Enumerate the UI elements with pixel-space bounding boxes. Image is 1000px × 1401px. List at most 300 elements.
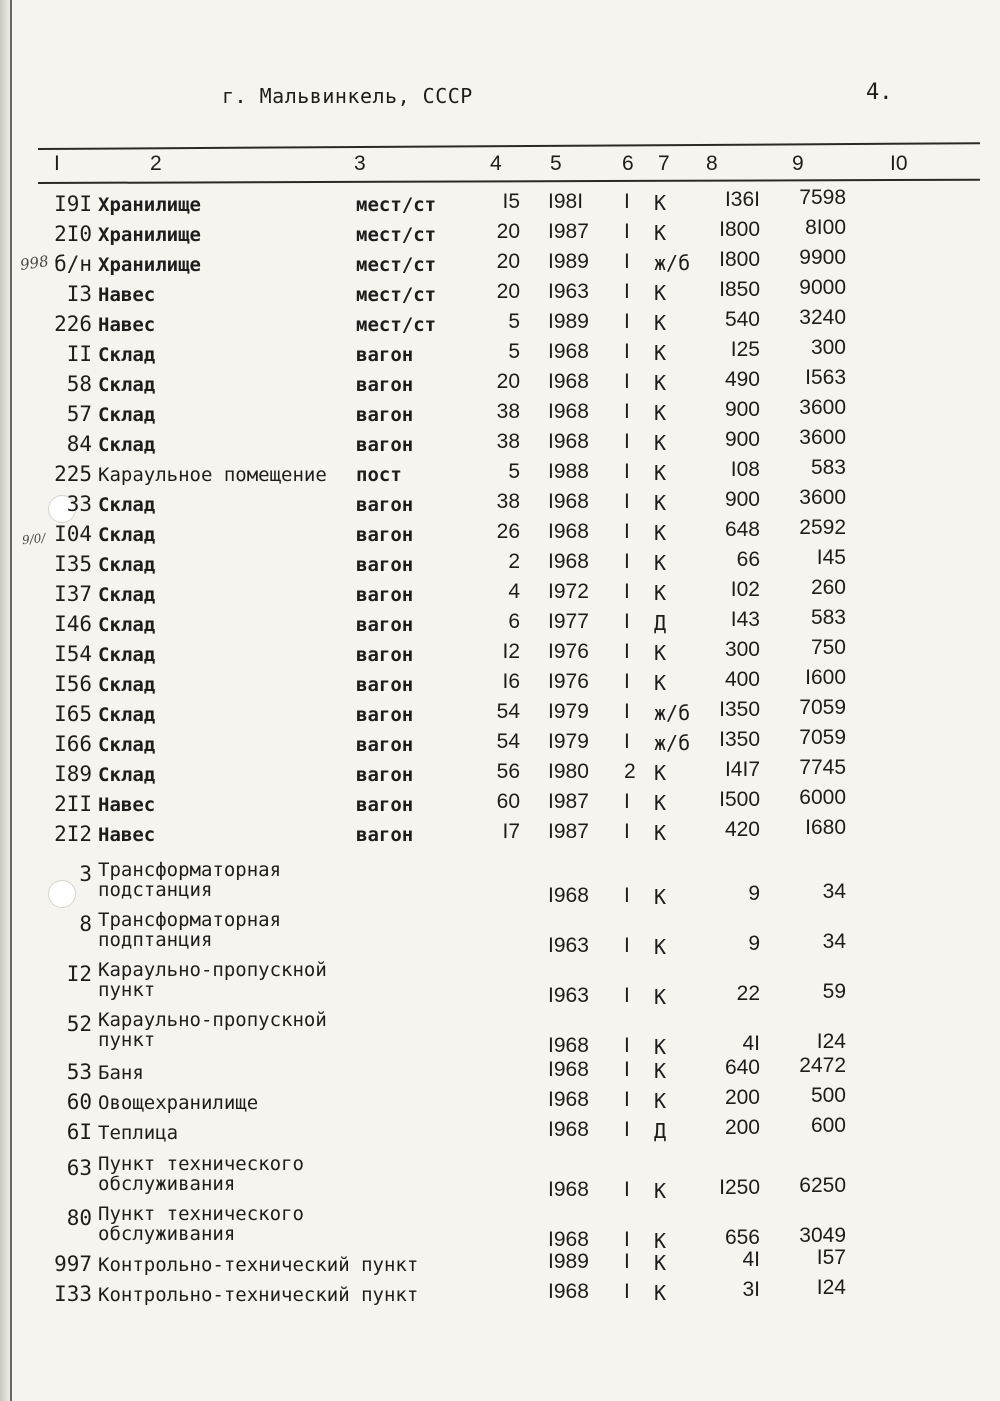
cell-year: I977 [548,610,589,633]
cell-name-line-1: Трансформаторная [98,909,282,931]
cell-col9: I563 [805,366,846,389]
cell-type: мест/ст [356,194,437,216]
cell-name: Склад [98,614,156,636]
cell-year: I968 [548,490,589,513]
cell-year: I989 [548,1250,589,1273]
cell-type: мест/ст [356,254,437,276]
cell-col4: 38 [496,490,520,513]
cell-type: вагон [356,584,414,606]
cell-col6: I [624,1250,630,1273]
cell-number: 6I [66,1120,92,1144]
cell-number: 57 [66,402,92,426]
cell-col9: 500 [810,1084,846,1107]
cell-number: I54 [54,642,92,666]
cell-name-line-1: Трансформаторная [98,859,282,881]
cell-name: Склад [98,584,156,606]
cell-col8: 420 [724,818,760,841]
cell-name-line-1: Пункт технического [98,1153,304,1175]
cell-col4: I7 [502,820,520,843]
table-row [0,336,1000,370]
cell-col9: 300 [810,336,846,359]
table-row [0,816,1000,850]
cell-col7: ж/б [654,251,691,275]
cell-col6: I [624,550,630,573]
cell-col6: I [624,884,630,907]
cell-col7: К [654,985,667,1009]
cell-col6: I [624,1034,630,1057]
cell-col6: I [624,670,630,693]
cell-number: I2 [66,962,92,986]
cell-type: вагон [356,824,414,846]
cell-col8: I850 [719,278,760,301]
cell-col7: К [654,1251,667,1275]
table-row [0,908,1000,958]
cell-col4: 4 [508,580,520,603]
cell-col4: 60 [496,790,520,813]
cell-col8: 900 [724,398,760,421]
cell-col8: 490 [724,368,760,391]
cell-number: 997 [54,1252,92,1276]
cell-col6: I [624,820,630,843]
table-row [0,958,1000,1008]
cell-col8: 300 [724,638,760,661]
cell-number: I46 [54,612,92,636]
cell-name: Хранилище [98,254,201,276]
cell-year: I980 [548,760,589,783]
cell-col8: I02 [730,578,760,601]
cell-number: 63 [66,1156,92,1180]
cell-year: I963 [548,984,589,1007]
cell-col6: I [624,250,630,273]
cell-col8: 648 [724,518,760,541]
table-row [0,1008,1000,1058]
cell-number: б/н [54,252,92,276]
cell-col9: 9900 [799,246,846,269]
cell-col9: I57 [816,1246,846,1269]
table-row [0,1202,1000,1252]
cell-col7: К [654,341,667,365]
cell-col9: 600 [810,1114,846,1137]
cell-type: вагон [356,494,414,516]
cell-col9: 583 [810,456,846,479]
cell-col4: I5 [502,190,520,213]
cell-col6: I [624,984,630,1007]
cell-year: I979 [548,700,589,723]
cell-name: Хранилище [98,194,201,216]
cell-col8: 4I [742,1032,760,1055]
cell-number: I35 [54,552,92,576]
cell-col6: I [624,1058,630,1081]
cell-name [98,910,281,950]
cell-name: Склад [98,554,156,576]
cell-type: вагон [356,374,414,396]
cell-year: I968 [548,520,589,543]
cell-col8: I800 [719,248,760,271]
cell-col4: 38 [496,400,520,423]
cell-col6: I [624,340,630,363]
cell-col6: I [624,190,630,213]
cell-name: Склад [98,704,156,726]
cell-year: I963 [548,280,589,303]
cell-name: Навес [98,314,156,336]
table-top-rule [38,142,980,150]
table-row [0,186,1000,220]
cell-year: I989 [548,310,589,333]
cell-number: 2II [54,792,92,816]
cell-col4: 20 [496,370,520,393]
table-row [0,1246,1000,1280]
cell-number: 33 [66,492,92,516]
cell-col9: I600 [805,666,846,689]
cell-col9: 6250 [799,1174,846,1197]
cell-type: вагон [356,404,414,426]
column-header-3: 3 [354,152,366,175]
cell-type: мест/ст [356,314,437,336]
cell-col4: 5 [508,460,520,483]
cell-name: Склад [98,404,156,426]
cell-col4: 56 [496,760,520,783]
cell-col9: 3600 [799,396,846,419]
cell-col6: I [624,700,630,723]
cell-col4: I2 [502,640,520,663]
cell-col8: 9 [748,932,760,955]
table-row [0,786,1000,820]
cell-number: I65 [54,702,92,726]
cell-col6: I [624,580,630,603]
column-header-5: 5 [550,152,562,175]
cell-col8: I250 [719,1176,760,1199]
cell-col6: I [624,730,630,753]
column-header-6: 6 [622,152,634,175]
cell-col9: I24 [816,1030,846,1053]
cell-col4: 5 [508,310,520,333]
cell-col8: 900 [724,488,760,511]
cell-col8: I36I [724,188,760,211]
table-row [0,456,1000,490]
cell-type: вагон [356,434,414,456]
cell-year: I979 [548,730,589,753]
column-header-10: I0 [890,152,908,175]
cell-col7: К [654,821,667,845]
cell-col8: I43 [730,608,760,631]
cell-col7: К [654,1229,667,1253]
cell-col6: I [624,220,630,243]
cell-number: I04 [54,522,92,546]
cell-col4: 54 [496,730,520,753]
cell-col6: 2 [624,760,636,783]
cell-col7: К [654,551,667,575]
cell-col6: I [624,1228,630,1251]
cell-col7: К [654,311,667,335]
cell-number: 52 [66,1012,92,1036]
cell-col7: К [654,581,667,605]
table-row [0,696,1000,730]
cell-col7: К [654,761,667,785]
table-row [0,246,1000,280]
cell-name-line-1: Пункт технического [98,1203,304,1225]
cell-col4: 2 [508,550,520,573]
cell-name [98,1010,327,1050]
cell-type: мест/ст [356,284,437,306]
cell-type: вагон [356,344,414,366]
cell-number: I9I [54,192,92,216]
cell-col8: 900 [724,428,760,451]
cell-col9: I24 [816,1276,846,1299]
cell-col6: I [624,400,630,423]
cell-name-line-2: пункт [98,979,156,1001]
cell-year: I989 [548,250,589,273]
cell-col8: I350 [719,698,760,721]
cell-year: I968 [548,400,589,423]
column-header-8: 8 [706,152,718,175]
cell-year: I987 [548,820,589,843]
cell-name-line-2: обслуживания [98,1173,236,1195]
cell-col8: I25 [730,338,760,361]
cell-col6: I [624,1088,630,1111]
cell-col8: 66 [736,548,760,571]
cell-col7: К [654,671,667,695]
cell-name-line-1: Караульно-пропускной [98,959,327,981]
table-row [0,1152,1000,1202]
cell-col4: 20 [496,250,520,273]
cell-name [98,860,281,900]
cell-col9: 7059 [799,726,846,749]
cell-number: 3 [79,862,92,886]
cell-col4: 6 [508,610,520,633]
cell-col6: I [624,280,630,303]
cell-number: 58 [66,372,92,396]
cell-type: вагон [356,674,414,696]
cell-year: I968 [548,1280,589,1303]
cell-col9: 260 [810,576,846,599]
cell-year: I968 [548,430,589,453]
cell-type: вагон [356,794,414,816]
handwritten-note-998: 998 [18,252,50,274]
cell-name: Навес [98,284,156,306]
cell-name: Склад [98,374,156,396]
cell-name: Контрольно-технический пункт [98,1254,419,1276]
cell-name: Склад [98,674,156,696]
cell-col8: I500 [719,788,760,811]
table-row [0,756,1000,790]
cell-col9: 583 [810,606,846,629]
cell-type: вагон [356,644,414,666]
table-row [0,426,1000,460]
cell-col7: К [654,461,667,485]
cell-type: вагон [356,734,414,756]
cell-name: Склад [98,344,156,366]
cell-col8: 200 [724,1086,760,1109]
column-header-7: 7 [658,152,670,175]
cell-year: I987 [548,790,589,813]
cell-number: I3 [66,282,92,306]
cell-number: 2I0 [54,222,92,246]
cell-col4: 20 [496,280,520,303]
cell-type: вагон [356,764,414,786]
cell-col7: К [654,221,667,245]
cell-name: Склад [98,524,156,546]
cell-name: Склад [98,494,156,516]
cell-name: Хранилище [98,224,201,246]
cell-name: Овощехранилище [98,1092,259,1114]
cell-col9: 34 [822,880,846,903]
cell-col7: К [654,1179,667,1203]
cell-number: 60 [66,1090,92,1114]
cell-name-line-2: подптанция [98,929,213,951]
cell-col7: К [654,641,667,665]
cell-name: Склад [98,764,156,786]
page-number: 4. [866,80,893,105]
cell-col9: 3240 [799,306,846,329]
table-row [0,216,1000,250]
cell-year: I988 [548,460,589,483]
cell-col9: 7745 [799,756,846,779]
table-row [0,636,1000,670]
cell-col9: I680 [805,816,846,839]
cell-col6: I [624,370,630,393]
cell-col8: 400 [724,668,760,691]
cell-number: 2I2 [54,822,92,846]
column-header-1: I [54,152,60,175]
cell-name: Баня [98,1062,144,1084]
cell-number: I89 [54,762,92,786]
cell-number: 84 [66,432,92,456]
cell-number: I37 [54,582,92,606]
cell-col6: I [624,790,630,813]
table-row [0,858,1000,908]
cell-number: II [66,342,92,366]
table-row [0,1084,1000,1118]
cell-col7: К [654,885,667,909]
cell-year: I968 [548,550,589,573]
cell-col9: 750 [810,636,846,659]
cell-col4: 26 [496,520,520,543]
cell-year: I987 [548,220,589,243]
cell-number: 53 [66,1060,92,1084]
table-row [0,276,1000,310]
cell-col7: К [654,791,667,815]
cell-col7: К [654,1059,667,1083]
cell-name: Контрольно-технический пункт [98,1284,419,1306]
cell-col6: I [624,1280,630,1303]
cell-col9: 6000 [799,786,846,809]
cell-col6: I [624,610,630,633]
table-row [0,576,1000,610]
cell-year: I976 [548,670,589,693]
cell-col9: 7059 [799,696,846,719]
cell-year: I968 [548,884,589,907]
cell-year: I968 [548,1088,589,1111]
cell-col9: 59 [822,980,846,1003]
column-header-4: 4 [490,152,502,175]
cell-col6: I [624,1118,630,1141]
table-header-rule [38,179,980,184]
cell-col7: К [654,1281,667,1305]
handwritten-note-margin: 9/0/ [21,530,47,548]
cell-col7: ж/б [654,701,691,725]
table-row [0,606,1000,640]
cell-col7: К [654,401,667,425]
cell-year: I963 [548,934,589,957]
cell-col8: I4I7 [724,758,760,781]
cell-col7: ж/б [654,731,691,755]
cell-type: вагон [356,524,414,546]
cell-year: I968 [548,1178,589,1201]
cell-col7: Д [654,1119,667,1143]
cell-col7: К [654,491,667,515]
cell-number: I66 [54,732,92,756]
cell-name: Караульное помещение [98,464,327,486]
cell-col7: К [654,281,667,305]
cell-col6: I [624,430,630,453]
table-row [0,306,1000,340]
cell-name [98,960,327,1000]
cell-col6: I [624,520,630,543]
cell-col9: 3600 [799,486,846,509]
cell-year: I98I [548,190,584,213]
table-row [0,516,1000,550]
cell-col6: I [624,934,630,957]
cell-name-line-2: подстанция [98,879,213,901]
cell-col4: I6 [502,670,520,693]
cell-year: I972 [548,580,589,603]
column-header-9: 9 [792,152,804,175]
cell-col8: 4I [742,1248,760,1271]
cell-year: I968 [548,1118,589,1141]
cell-number: I56 [54,672,92,696]
cell-col6: I [624,1178,630,1201]
cell-type: пост [356,464,402,486]
cell-number: I33 [54,1282,92,1306]
table-row [0,486,1000,520]
cell-col7: К [654,1035,667,1059]
cell-number: 80 [66,1206,92,1230]
table-row [0,726,1000,760]
cell-name: Навес [98,824,156,846]
cell-name: Теплица [98,1122,179,1144]
cell-col7: Д [654,611,667,635]
table-row [0,1276,1000,1310]
cell-year: I968 [548,370,589,393]
cell-name: Склад [98,434,156,456]
cell-col8: I08 [730,458,760,481]
cell-col4: 38 [496,430,520,453]
cell-year: I968 [548,1034,589,1057]
cell-year: I976 [548,640,589,663]
cell-col8: 640 [724,1056,760,1079]
cell-type: вагон [356,704,414,726]
cell-name [98,1154,304,1194]
cell-col9: 7598 [799,186,846,209]
cell-col9: 3049 [799,1224,846,1247]
table-row [0,546,1000,580]
cell-col7: К [654,191,667,215]
cell-col8: 9 [748,882,760,905]
cell-col4: 20 [496,220,520,243]
cell-col9: 2592 [799,516,846,539]
cell-col6: I [624,310,630,333]
document-header-city: г. Мальвинкель, СССР [222,84,473,108]
cell-col9: I45 [816,546,846,569]
table-row [0,366,1000,400]
cell-col6: I [624,640,630,663]
cell-col8: 656 [724,1226,760,1249]
cell-number: 226 [54,312,92,336]
cell-col8: 3I [742,1278,760,1301]
cell-col8: I800 [719,218,760,241]
cell-type: мест/ст [356,224,437,246]
cell-col7: К [654,521,667,545]
